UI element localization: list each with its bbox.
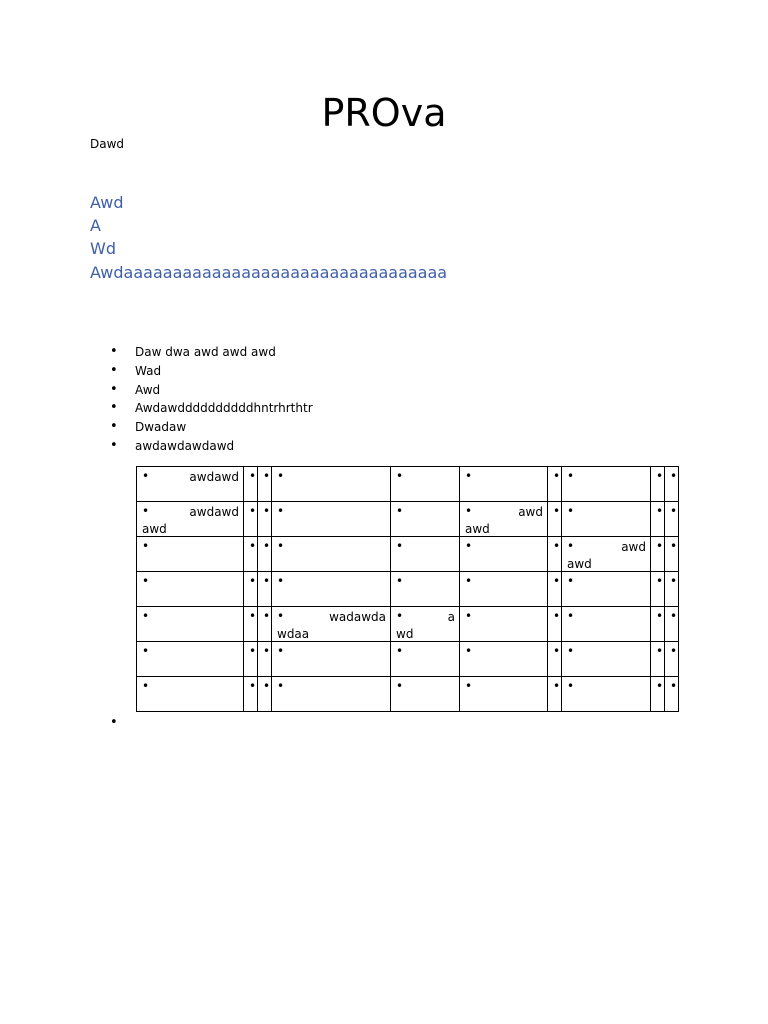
list-item [0, 418, 313, 437]
paragraph: Dawd [90, 137, 125, 151]
bullet-icon: • [553, 609, 561, 623]
table-cell[interactable] [460, 467, 548, 502]
list-item [0, 381, 313, 400]
table-cell[interactable] [562, 572, 651, 607]
table-row [137, 607, 679, 642]
table-cell[interactable] [244, 572, 258, 607]
table-cell[interactable] [665, 467, 679, 502]
bullet-icon: • [277, 469, 285, 483]
bullet-icon: • [656, 574, 664, 588]
bullet-icon: • [670, 679, 678, 693]
table-cell[interactable] [258, 502, 272, 537]
table-cell[interactable] [562, 607, 651, 642]
bullet-icon: • [249, 574, 257, 588]
table-cell[interactable] [137, 537, 244, 572]
list-item [0, 437, 313, 456]
bullet-table [136, 466, 679, 712]
bullet-icon: • [249, 644, 257, 658]
table-cell[interactable] [651, 572, 665, 607]
table-cell[interactable] [272, 607, 391, 642]
bullet-icon: • [263, 539, 271, 553]
table-cell[interactable] [651, 607, 665, 642]
bullet-icon: • [277, 644, 285, 658]
table-cell[interactable] [665, 607, 679, 642]
table-cell[interactable] [391, 467, 460, 502]
table-cell[interactable] [258, 572, 272, 607]
bullet-icon: • [567, 539, 575, 553]
table-cell[interactable] [391, 607, 460, 642]
table-cell[interactable] [460, 607, 548, 642]
list-item-text: Awdawddddddddddhntrhrthtr [135, 401, 313, 416]
bullet-icon: • [465, 679, 473, 693]
bullet-icon: • [249, 539, 257, 553]
bullet-icon: • [142, 644, 150, 658]
bullet-icon: • [670, 539, 678, 553]
cell-text-line-1: awd [518, 505, 543, 519]
list-item-text: awdawdawdawd [135, 438, 235, 453]
bullet-icon: • [263, 644, 271, 658]
bullet-icon: • [553, 644, 561, 658]
table-cell[interactable] [548, 502, 562, 537]
table-cell[interactable] [562, 677, 651, 712]
bullet-icon: • [396, 539, 404, 553]
bullet-icon: • [110, 437, 118, 453]
table-cell[interactable] [137, 467, 244, 502]
table-cell[interactable] [562, 467, 651, 502]
table-cell[interactable] [548, 467, 562, 502]
list-item [0, 362, 313, 381]
bullet-icon: • [110, 362, 118, 378]
cell-text-line-2: awd [465, 522, 490, 536]
bullet-icon: • [670, 504, 678, 518]
table-cell[interactable] [651, 642, 665, 677]
table-cell[interactable] [272, 572, 391, 607]
table-cell[interactable] [272, 677, 391, 712]
table-cell[interactable] [651, 467, 665, 502]
bullet-icon: • [656, 644, 664, 658]
table-cell[interactable] [391, 642, 460, 677]
table-cell[interactable] [244, 642, 258, 677]
cell-text-line-1: wadawda [329, 610, 386, 624]
bullet-icon: • [263, 574, 271, 588]
table-cell[interactable] [460, 537, 548, 572]
heading-1: Awd [90, 193, 124, 212]
empty-bullet-icon: • [110, 715, 118, 730]
cell-text-line-1: awdawd [189, 470, 239, 484]
heading-2: A [90, 216, 101, 235]
bullet-icon: • [465, 539, 473, 553]
table-cell[interactable] [548, 642, 562, 677]
bullet-icon: • [553, 574, 561, 588]
table-cell[interactable] [258, 467, 272, 502]
bullet-icon: • [142, 504, 150, 518]
heading-3: Wd [90, 239, 116, 258]
bullet-icon: • [396, 504, 404, 518]
bullet-icon: • [670, 644, 678, 658]
bullet-icon: • [553, 469, 561, 483]
table-cell[interactable] [460, 502, 548, 537]
table-cell[interactable] [651, 537, 665, 572]
bullet-icon: • [656, 609, 664, 623]
document-title: PROva [321, 91, 447, 135]
bullet-icon: • [670, 609, 678, 623]
bullet-icon: • [465, 644, 473, 658]
bullet-icon: • [110, 419, 118, 435]
bullet-icon: • [396, 609, 404, 623]
table-cell[interactable] [258, 607, 272, 642]
bullet-list [0, 343, 313, 456]
bullet-icon: • [465, 504, 473, 518]
table-cell[interactable] [258, 677, 272, 712]
bullet-icon: • [465, 574, 473, 588]
table-cell[interactable] [244, 502, 258, 537]
table-cell[interactable] [460, 572, 548, 607]
bullet-icon: • [263, 609, 271, 623]
cell-text-line-1: a [447, 610, 455, 624]
table-cell[interactable] [665, 537, 679, 572]
bullet-icon: • [263, 469, 271, 483]
table-cell[interactable] [244, 537, 258, 572]
bullet-icon: • [396, 574, 404, 588]
bullet-icon: • [142, 679, 150, 693]
bullet-icon: • [277, 609, 285, 623]
bullet-icon: • [277, 574, 285, 588]
bullet-icon: • [656, 504, 664, 518]
bullet-icon: • [553, 679, 561, 693]
table-cell[interactable] [391, 537, 460, 572]
table-cell[interactable] [391, 502, 460, 537]
table-cell[interactable] [665, 642, 679, 677]
bullet-icon: • [110, 381, 118, 397]
table-cell[interactable] [562, 642, 651, 677]
table-cell[interactable] [665, 502, 679, 537]
bullet-icon: • [670, 574, 678, 588]
bullet-icon: • [142, 539, 150, 553]
bullet-icon: • [263, 679, 271, 693]
cell-text-line-1: awdawd [189, 505, 239, 519]
bullet-icon: • [567, 504, 575, 518]
bullet-icon: • [567, 609, 575, 623]
bullet-icon: • [567, 469, 575, 483]
table-cell[interactable] [548, 572, 562, 607]
table-row [137, 572, 679, 607]
bullet-icon: • [567, 574, 575, 588]
list-item-text: Daw dwa awd awd awd [135, 345, 276, 359]
bullet-icon: • [656, 469, 664, 483]
bullet-icon: • [465, 469, 473, 483]
bullet-icon: • [249, 504, 257, 518]
list-item [0, 399, 313, 418]
table-cell[interactable] [137, 502, 244, 537]
cell-text-line-2: wd [396, 627, 414, 641]
table-cell[interactable] [272, 642, 391, 677]
table-cell[interactable] [137, 677, 244, 712]
bullet-icon: • [656, 679, 664, 693]
table-row [137, 677, 679, 712]
table-cell[interactable] [244, 467, 258, 502]
bullet-icon: • [263, 504, 271, 518]
table-cell[interactable] [548, 607, 562, 642]
table-cell[interactable] [244, 607, 258, 642]
cell-text-line-2: awd [567, 557, 592, 571]
bullet-icon: • [465, 609, 473, 623]
table-row [137, 642, 679, 677]
bullet-icon: • [277, 679, 285, 693]
bullet-icon: • [142, 609, 150, 623]
table-cell[interactable] [460, 677, 548, 712]
bullet-icon: • [396, 469, 404, 483]
table-cell[interactable] [665, 677, 679, 712]
bullet-icon: • [670, 469, 678, 483]
bullet-icon: • [277, 539, 285, 553]
table-cell[interactable] [137, 642, 244, 677]
table-cell[interactable] [272, 467, 391, 502]
cell-text-line-2: awd [142, 522, 167, 536]
table-cell[interactable] [258, 642, 272, 677]
table-cell[interactable] [651, 502, 665, 537]
table-cell[interactable] [562, 537, 651, 572]
bullet-icon: • [656, 539, 664, 553]
table-row [137, 502, 679, 537]
table-cell[interactable] [272, 502, 391, 537]
cell-text-line-1: awd [621, 540, 646, 554]
bullet-icon: • [567, 644, 575, 658]
bullet-icon: • [142, 469, 150, 483]
table-cell[interactable] [391, 677, 460, 712]
list-item [0, 343, 313, 362]
table-cell[interactable] [272, 537, 391, 572]
bullet-icon: • [553, 504, 561, 518]
bullet-icon: • [249, 609, 257, 623]
list-item-text: Awd [135, 382, 161, 397]
bullet-icon: • [110, 344, 118, 359]
table-cell[interactable] [137, 607, 244, 642]
table-cell[interactable] [244, 677, 258, 712]
table-row [137, 467, 679, 502]
bullet-icon: • [110, 400, 118, 416]
cell-text-line-2: wdaa [277, 627, 310, 641]
bullet-icon: • [553, 539, 561, 553]
bullet-icon: • [142, 574, 150, 588]
bullet-icon: • [249, 469, 257, 483]
table-cell[interactable] [258, 537, 272, 572]
heading-4: Awdaaaaaaaaaaaaaaaaaaaaaaaaaaaaaaaaa [90, 263, 448, 282]
table-cell[interactable] [460, 642, 548, 677]
bullet-icon: • [396, 644, 404, 658]
bullet-icon: • [249, 679, 257, 693]
table-row [137, 537, 679, 572]
table-cell[interactable] [391, 572, 460, 607]
bullet-icon: • [277, 504, 285, 518]
table-cell[interactable] [665, 572, 679, 607]
table-cell[interactable] [548, 537, 562, 572]
bullet-icon: • [567, 679, 575, 693]
table-cell[interactable] [562, 502, 651, 537]
list-item-text: Dwadaw [135, 420, 187, 435]
table-cell[interactable] [651, 677, 665, 712]
table-cell[interactable] [137, 572, 244, 607]
table-cell[interactable] [548, 677, 562, 712]
list-item-text: Wad [135, 363, 162, 378]
bullet-icon: • [396, 679, 404, 693]
